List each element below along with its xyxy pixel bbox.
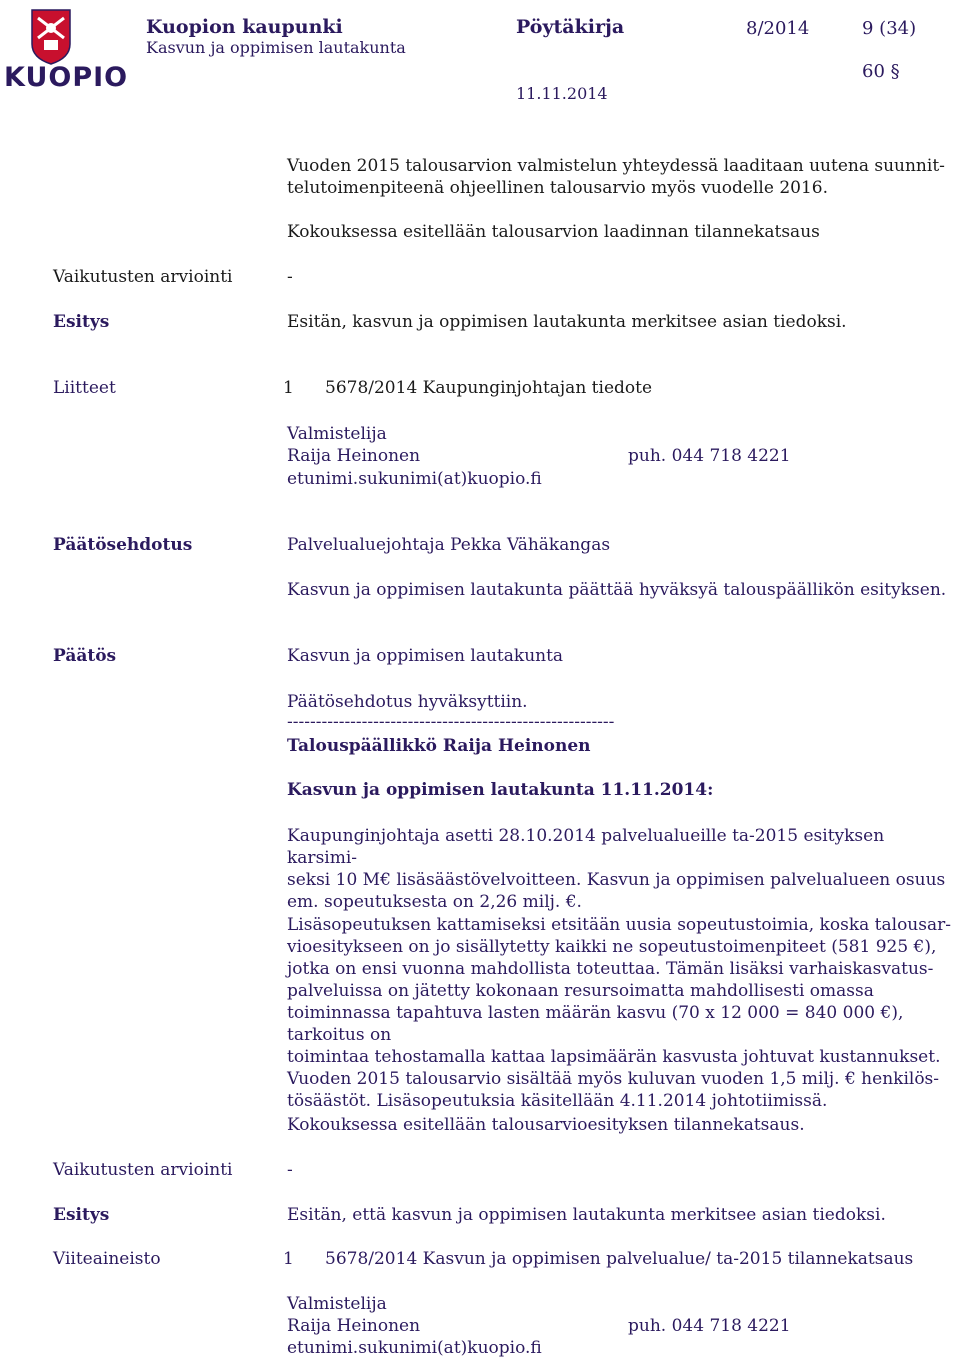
- impact-value: -: [287, 267, 293, 287]
- section-number: 60 §: [862, 61, 900, 82]
- intro-line: telutoimenpiteenä ohjeellinen talousarvio myös vuodelle 2016.: [287, 178, 828, 198]
- document-number: 8/2014: [746, 18, 810, 39]
- preparer-name: Raija Heinonen: [287, 446, 421, 466]
- body-line: Kaupunginjohtaja asetti 28.10.2014 palvelualueille ta-2015 esityksen karsimi-: [287, 826, 885, 868]
- preparer-phone: puh. 044 718 4221: [628, 446, 791, 466]
- proposal-text-2: Esitän, että kasvun ja oppimisen lautakunta merkitsee asian tiedoksi.: [287, 1205, 886, 1225]
- preparer-email-2[interactable]: etunimi.sukunimi(at)kuopio.fi: [287, 1338, 542, 1358]
- preparer-label: Valmistelija: [287, 424, 387, 444]
- impact-label-2: Vaikutusten arviointi: [53, 1160, 233, 1180]
- decision-proposal-text: Kasvun ja oppimisen lautakunta päättää hyväksyä talouspäällikön esityksen.: [287, 580, 947, 600]
- intro-paragraph: [287, 155, 957, 199]
- body-line: palveluissa on jätetty kokonaan resursoimatta mahdollisesti omassa toiminnassa tapahtuva lasten määrän kasvu (70 x 12 000 = 840 000 €), tarkoitus on: [287, 981, 904, 1045]
- decision-proposal-label: Päätösehdotus: [53, 535, 193, 555]
- preparer-label-2: Valmistelija: [287, 1294, 387, 1314]
- decision-proposal-by: Palvelualuejohtaja Pekka Vähäkangas: [287, 535, 611, 555]
- reference-link[interactable]: 5678/2014 Kasvun ja oppimisen palvelualue/ ta-2015 tilannekatsaus: [325, 1249, 914, 1269]
- body-line: tösäästöt. Lisäsopeutuksia käsitellään 4.11.2014 johtotiimissä.: [287, 1091, 828, 1111]
- page-number: 9 (34): [862, 18, 917, 39]
- attachment-number: 1: [283, 378, 294, 398]
- preparer-phone-2: puh. 044 718 4221: [628, 1316, 791, 1336]
- decision-body: Kasvun ja oppimisen lautakunta: [287, 646, 564, 666]
- body-line: vioesitykseen on jo sisällytetty kaikki ne sopeutustoimenpiteet (581 925 €),: [287, 937, 937, 957]
- attachment-link[interactable]: 5678/2014 Kaupunginjohtajan tiedote: [325, 378, 653, 398]
- impact-label: Vaikutusten arviointi: [53, 267, 233, 287]
- reference-label: Viiteaineisto: [53, 1249, 161, 1269]
- body-line: Lisäsopeutuksen kattamiseksi etsitään uusia sopeutustoimia, koska talousar-: [287, 915, 951, 935]
- impact-value-2: -: [287, 1160, 293, 1180]
- body-line: jotka on ensi vuonna mahdollista toteuttaa. Tämän lisäksi varhaiskasvatus-: [287, 959, 934, 979]
- document-type: Pöytäkirja: [516, 16, 625, 38]
- meeting-date: 11.11.2014: [516, 84, 608, 103]
- proposal-label: Esitys: [53, 312, 110, 332]
- org-name: Kuopion kaupunki: [146, 16, 343, 38]
- body-line: em. sopeutuksesta on 2,26 milj. €.: [287, 892, 582, 912]
- logo-text: KUOPIO: [4, 62, 129, 93]
- proposal-text: Esitän, kasvun ja oppimisen lautakunta merkitsee asian tiedoksi.: [287, 312, 847, 332]
- decision-result: Päätösehdotus hyväksyttiin.: [287, 692, 528, 712]
- intro-line: Vuoden 2015 talousarvion valmistelun yhteydessä laaditaan uutena suunnit-: [287, 156, 945, 176]
- body-line: toimintaa tehostamalla kattaa lapsimäärän kasvusta johtuvat kustannukset.: [287, 1047, 941, 1067]
- body-line: seksi 10 M€ lisäsäästövelvoitteen. Kasvun ja oppimisen palvelualueen osuus: [287, 870, 946, 890]
- body-paragraph-1: [287, 825, 957, 913]
- proposal-label-2: Esitys: [53, 1205, 110, 1225]
- preparer-name-2: Raija Heinonen: [287, 1316, 421, 1336]
- decision-heading-meeting: Kasvun ja oppimisen lautakunta 11.11.2014:: [287, 780, 714, 800]
- body-paragraph-3: Kokouksessa esitellään talousarvioesityksen tilannekatsaus.: [287, 1115, 805, 1135]
- intro-status-line: Kokouksessa esitellään talousarvion laadinnan tilannekatsaus: [287, 222, 820, 242]
- attachments-label: Liitteet: [53, 378, 116, 398]
- decision-divider: ---------------------------------------------------------: [287, 712, 615, 732]
- committee-name: Kasvun ja oppimisen lautakunta: [146, 38, 406, 57]
- body-line: Vuoden 2015 talousarvio sisältää myös kuluvan vuoden 1,5 milj. € henkilös-: [287, 1069, 940, 1089]
- reference-number: 1: [283, 1249, 294, 1269]
- decision-heading-author: Talouspäällikkö Raija Heinonen: [287, 736, 591, 756]
- preparer-email[interactable]: etunimi.sukunimi(at)kuopio.fi: [287, 469, 542, 489]
- body-paragraph-2: [287, 914, 957, 1112]
- decision-label: Päätös: [53, 646, 117, 666]
